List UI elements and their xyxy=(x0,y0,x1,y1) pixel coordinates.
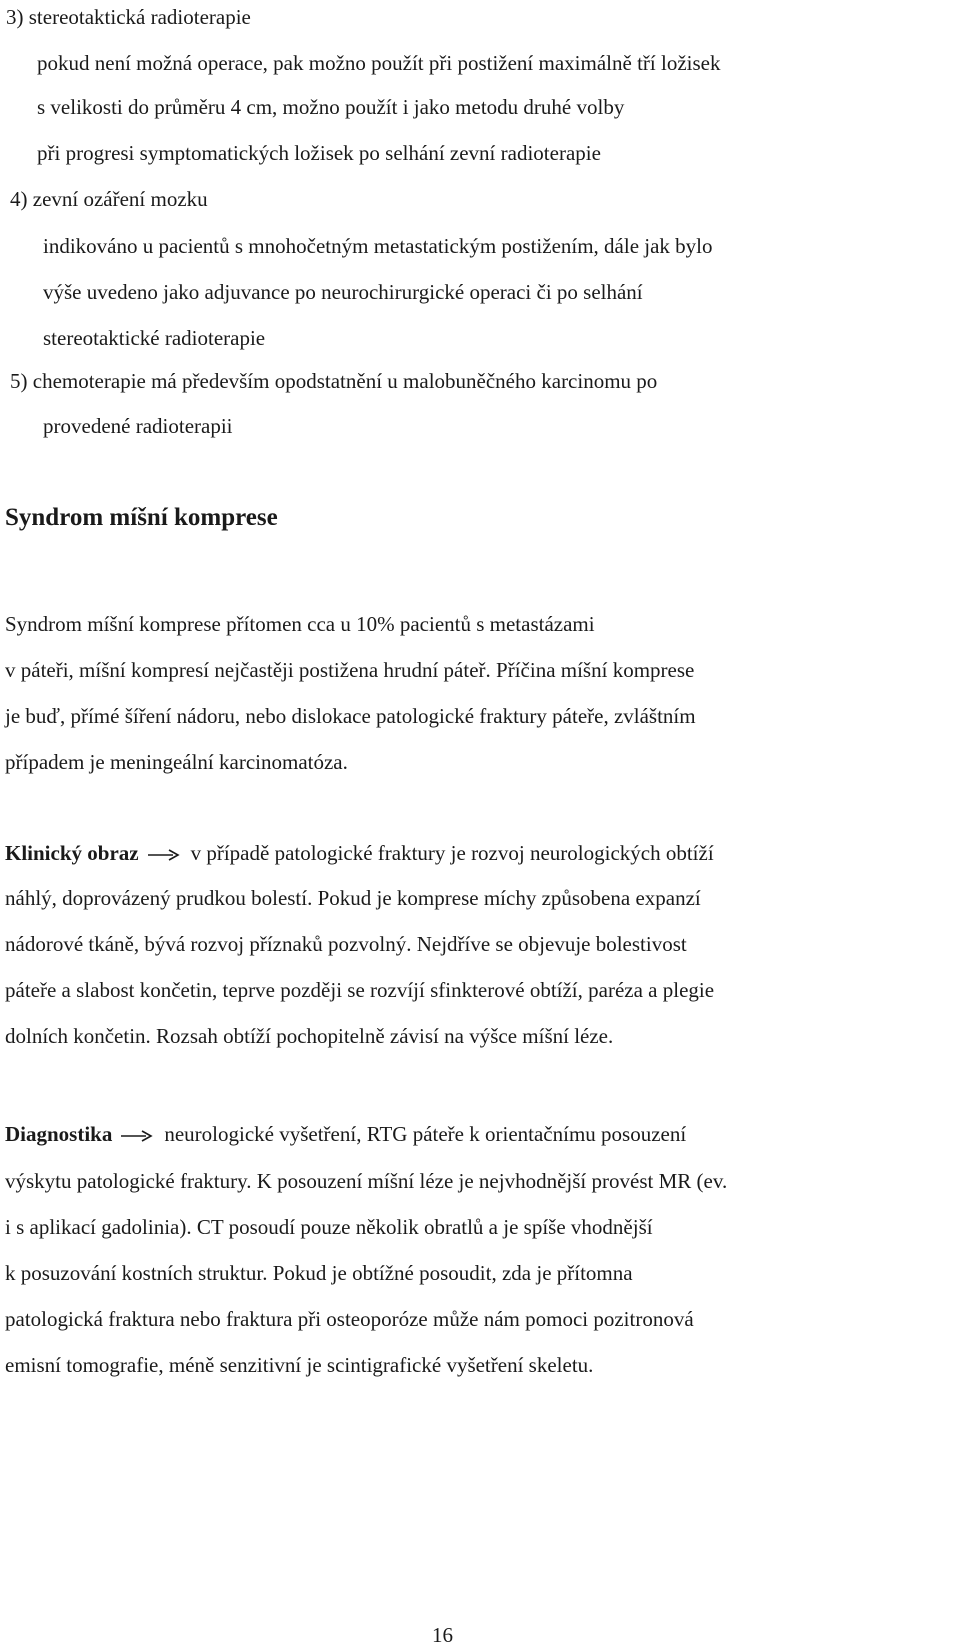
diagnostics-label: Diagnostika xyxy=(5,1122,113,1146)
list-item-4-title: 4) zevní ozáření mozku xyxy=(10,187,208,211)
list-item-4-line: výše uvedeno jako adjuvance po neurochirurgické operaci či po selhání xyxy=(43,280,643,304)
paragraph-line: Syndrom míšní komprese přítomen cca u 10% pacientů s metastázami xyxy=(5,612,595,636)
diagnostics-first-line xyxy=(5,1121,686,1149)
paragraph-line: je buď, přímé šíření nádoru, nebo dislokace patologické fraktury páteře, zvláštním xyxy=(5,704,696,728)
paragraph-line: náhlý, doprovázený prudkou bolestí. Pokud je komprese míchy způsobena expanzí xyxy=(5,886,701,910)
list-item-3-line: pokud není možná operace, pak možno použít při postižení maximálně tří ložisek xyxy=(37,51,721,75)
paragraph-line: v páteři, míšní kompresí nejčastěji postižena hrudní páteř. Příčina míšní komprese xyxy=(5,658,695,682)
list-item-4-line: indikováno u pacientů s mnohočetným metastatickým postižením, dále jak bylo xyxy=(43,234,713,258)
right-arrow-icon xyxy=(147,842,181,868)
clinical-picture-label: Klinický obraz xyxy=(5,841,139,865)
list-item-5-line: provedené radioterapii xyxy=(43,414,233,438)
list-item-3-line: při progresi symptomatických ložisek po selhání zevní radioterapie xyxy=(37,141,601,165)
section-heading: Syndrom míšní komprese xyxy=(5,504,278,531)
paragraph-line: i s aplikací gadolinia). CT posoudí pouze několik obratlů a je spíše vhodnější xyxy=(5,1215,653,1239)
list-item-4-line: stereotaktické radioterapie xyxy=(43,326,266,350)
clinical-picture-text: v případě patologické fraktury je rozvoj neurologických obtíží xyxy=(190,841,714,865)
paragraph-line: patologická fraktura nebo fraktura při osteoporóze může nám pomoci pozitronová xyxy=(5,1307,694,1331)
clinical-picture-first-line xyxy=(5,840,714,868)
right-arrow-icon xyxy=(120,1123,154,1149)
paragraph-line: k posuzování kostních struktur. Pokud je obtížné posoudit, zda je přítomna xyxy=(5,1261,633,1285)
page-number: 16 xyxy=(432,1623,453,1647)
paragraph-line: výskytu patologické fraktury. K posouzení míšní léze je nejvhodnější provést MR (ev. xyxy=(5,1169,728,1193)
paragraph-line: páteře a slabost končetin, teprve později se rozvíjí sfinkterové obtíží, paréza a plegie xyxy=(5,978,715,1002)
paragraph-line: nádorové tkáně, bývá rozvoj příznaků pozvolný. Nejdříve se objevuje bolestivost xyxy=(5,932,687,956)
diagnostics-text: neurologické vyšetření, RTG páteře k orientačnímu posouzení xyxy=(164,1122,687,1146)
list-item-5-line: 5) chemoterapie má především opodstatnění u malobuněčného karcinomu po xyxy=(10,369,658,393)
paragraph-line: dolních končetin. Rozsah obtíží pochopitelně závisí na výšce míšní léze. xyxy=(5,1024,614,1048)
paragraph-line: případem je meningeální karcinomatóza. xyxy=(5,750,348,774)
list-item-3-line: s velikosti do průměru 4 cm, možno použít i jako metodu druhé volby xyxy=(37,95,625,119)
paragraph-line: emisní tomografie, méně senzitivní je scintigrafické vyšetření skeletu. xyxy=(5,1353,594,1377)
list-item-3-title: 3) stereotaktická radioterapie xyxy=(6,5,251,29)
